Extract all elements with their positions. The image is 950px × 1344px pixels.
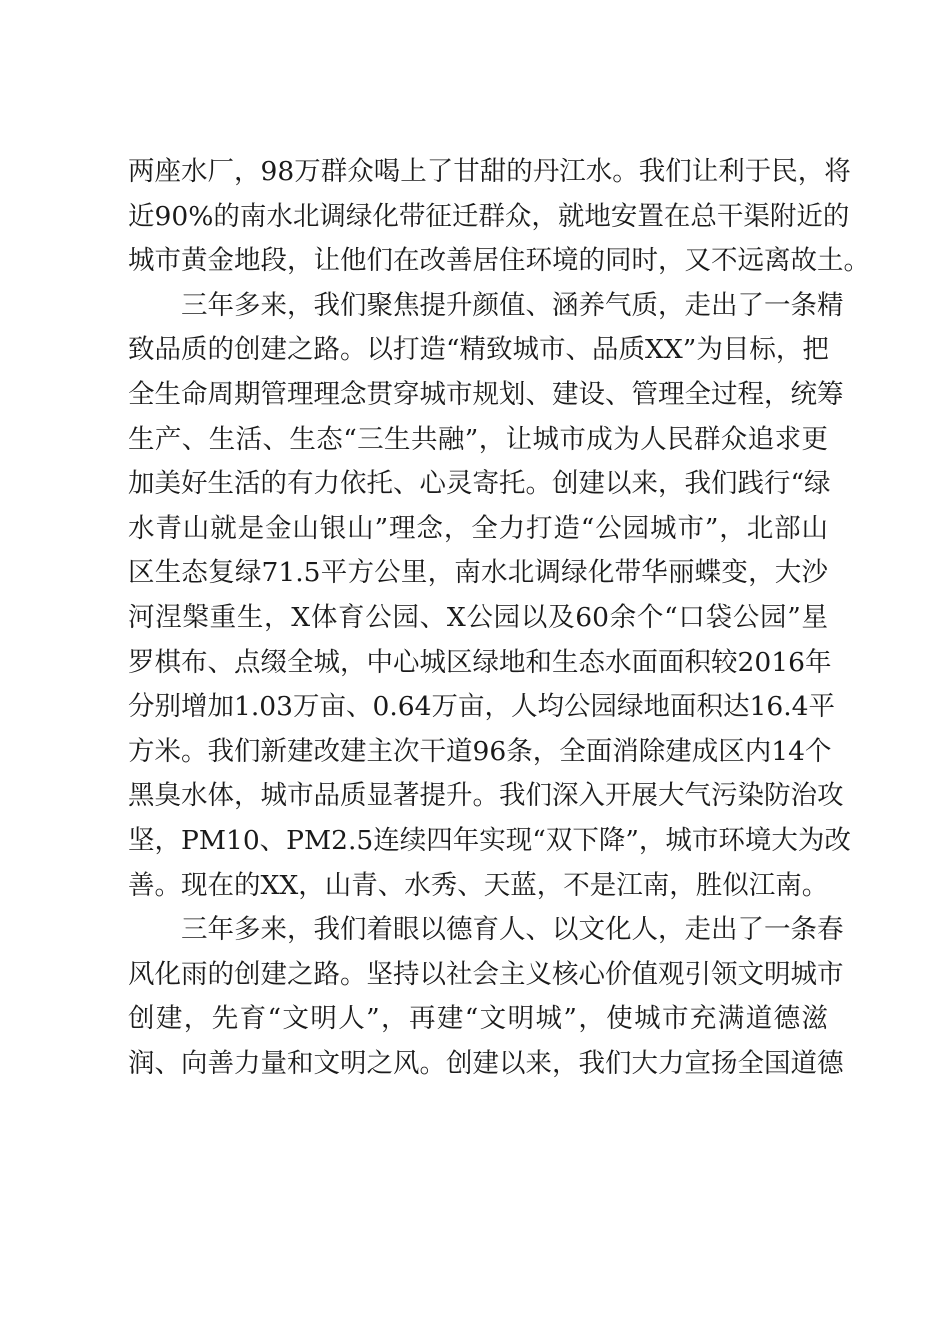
- text-line: 罗棋布、点缀全城，中心城区绿地和生态水面面积较2016年: [128, 646, 832, 678]
- text-line: 两座水厂，98万群众喝上了甘甜的丹江水。我们让利于民，将: [128, 156, 851, 187]
- text-line: 全生命周期管理理念贯穿城市规划、建设、管理全过程，统筹: [128, 378, 844, 410]
- text-line: 创建，先育“文明人”，再建“文明城”，使城市充满道德滋: [128, 1003, 828, 1035]
- text-line: 黑臭水体，城市品质显著提升。我们深入开展大气污染防治攻: [128, 780, 844, 812]
- text-line: 近90%的南水北调绿化带征迁群众，就地安置在总干渠附近的: [128, 200, 850, 232]
- paragraph-2: [128, 284, 851, 908]
- text-line: 加美好生活的有力依托、心灵寄托。创建以来，我们践行“绿: [128, 468, 831, 500]
- text-line: 生产、生活、生态“三生共融”，让城市成为人民群众追求更: [128, 423, 828, 455]
- text-line: 润、向善力量和文明之风。创建以来，我们大力宣扬全国道德: [128, 1047, 844, 1079]
- paragraph-1: [128, 150, 870, 284]
- text-line: 水青山就是金山银山”理念，全力打造“公园城市”，北部山: [128, 512, 828, 544]
- text-line: 三年多来，我们聚焦提升颜值、涵养气质，走出了一条精: [181, 289, 844, 321]
- text-line: 区生态复绿71.5平方公里，南水北调绿化带华丽蝶变，大沙: [128, 557, 828, 589]
- text-line: 城市黄金地段，让他们在改善居住环境的同时，又不远离故土。: [128, 245, 870, 277]
- text-line: 致品质的创建之路。以打造“精致城市、品质XX”为目标，把: [128, 334, 829, 366]
- text-line: 河涅槃重生，X体育公园、X公园以及60余个“口袋公园”星: [128, 601, 828, 633]
- text-line: 坚，PM10、PM2.5连续四年实现“双下降”，城市环境大为改: [128, 824, 851, 856]
- text-line: 风化雨的创建之路。坚持以社会主义核心价值观引领文明城市: [128, 958, 844, 990]
- text-line: 善。现在的XX，山青、水秀、天蓝，不是江南，胜似江南。: [128, 869, 829, 901]
- text-line: 三年多来，我们着眼以德育人、以文化人，走出了一条春: [181, 914, 844, 946]
- text-line: 方米。我们新建改建主次干道96条，全面消除建成区内14个: [128, 735, 832, 767]
- document-body: [128, 150, 870, 1086]
- paragraph-3: [128, 908, 844, 1086]
- text-line: 分别增加1.03万亩、0.64万亩，人均公园绿地面积达16.4平: [128, 691, 836, 723]
